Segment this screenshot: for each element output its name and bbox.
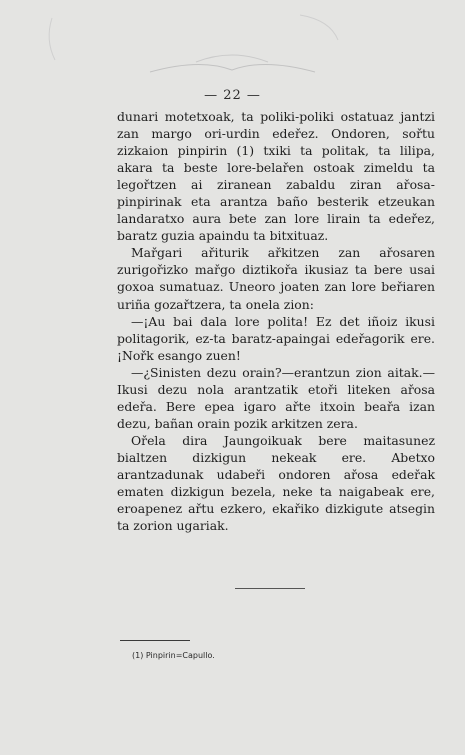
main-text — [117, 108, 435, 534]
paragraph: Mařgari ařiturik ařkitzen zan ařosaren zurigořizko mařgo diztikořa ikusiaz ta bere usai goxoa sumatuaz. Uneoro joaten zan lore beřiaren uriña gozařtzera, ta onela zion: — [117, 245, 435, 312]
footnote-rule — [120, 640, 190, 641]
paragraph: dunari motetxoak, ta poliki-poliki ostatuaz jantzi zan margo ori-urdin edeřez. Ondoren, sořtu zizkaion pinpirin (1) txiki ta politak, ta lilipa, akara ta beste lore-belařen ostoak zimeldu ta legořtzen ai ziranean zabaldu ziran ařosa-pinpirinak eta arantza baño besterik etzeukan landaratxo aura bete zan lore lirain ta edeřez, baratz guzia apaindu ta bitxituaz. — [117, 109, 435, 244]
footnote: (1) Pinpirin=Capullo. — [132, 651, 215, 660]
paragraph: —¿Sinisten dezu orain?—erantzun zion aitak.—Ikusi dezu nola arantzatik etoři liteken ařosa edeřa. Bere epea igaro ařte itxoin beařa izan dezu, bañan orain pozik arkitzen zera. — [117, 364, 435, 431]
section-divider — [235, 588, 305, 589]
page-number: — 22 — — [204, 88, 261, 103]
ornamental-header-decoration — [0, 0, 465, 90]
paragraph: —¡Au bai dala lore polita! Ez det iñoiz ikusi politagorik, ez-ta baratz-apaingai edeřagorik ere. ¡Nořk esango zuen! — [117, 313, 435, 363]
paragraph: Ořela dira Jaungoikuak bere maitasunez bialtzen dizkigun nekeak ere. Abetxo arantzadunak udabeři ondoren ařosa edeřak ematen dizkigun bezela, neke ta naigabeak ere, eroapenez ařtu ezkero, ekařiko dizkigute atsegin ta zorion ugariak. — [117, 432, 435, 534]
